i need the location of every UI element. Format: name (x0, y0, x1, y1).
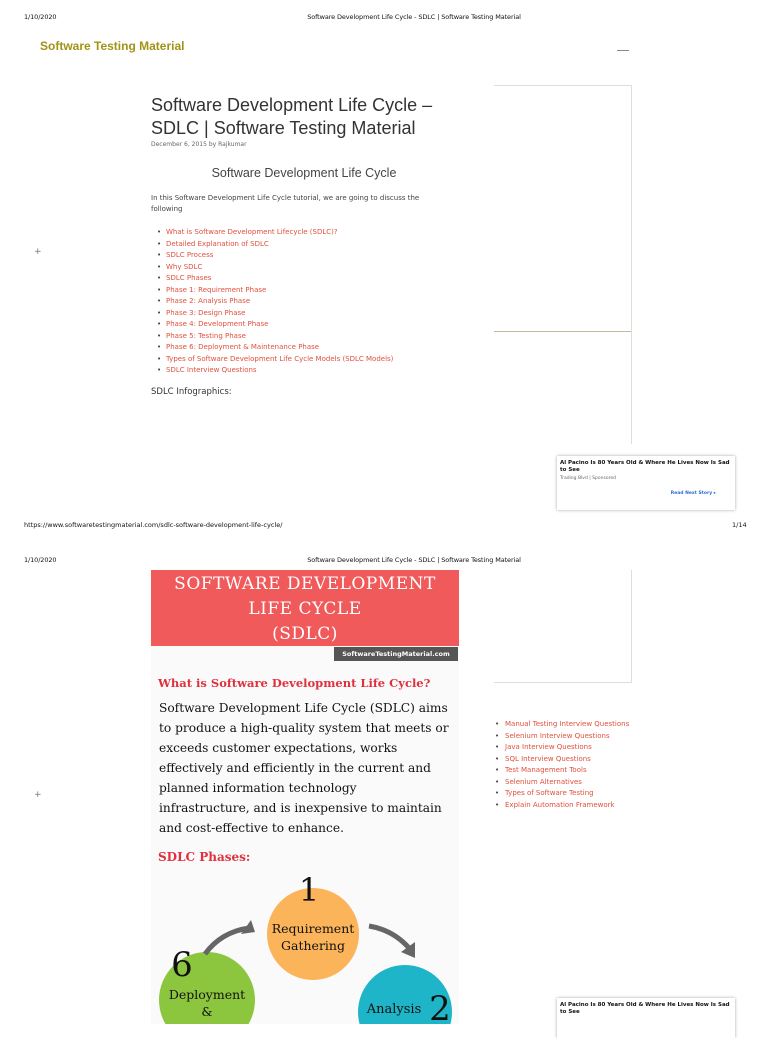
infographics-label: SDLC Infographics: (151, 387, 232, 397)
related-link[interactable]: • SQL Interview Questions (495, 754, 635, 766)
print-footer-url: https://www.softwaretestingmaterial.com/sdlc-software-development-life-cycle/ (24, 521, 283, 529)
sponsored-ad-card[interactable] (557, 998, 735, 1038)
toc-link[interactable]: • Why SDLC (166, 262, 393, 274)
article-intro: In this Software Development Life Cycle tutorial, we are going to discuss the following (151, 194, 420, 213)
toc-link[interactable]: • Phase 4: Development Phase (166, 319, 393, 331)
sidebar-ad-frame (494, 85, 632, 444)
infographic-title: SOFTWARE DEVELOPMENT LIFE CYCLE (SDLC) (174, 574, 436, 644)
toc-link[interactable]: • Detailed Explanation of SDLC (166, 239, 393, 251)
sponsored-ad-card[interactable] (557, 456, 735, 510)
toc-link[interactable]: • Phase 6: Deployment & Maintenance Phase (166, 342, 393, 354)
related-link[interactable]: • Selenium Alternatives (495, 777, 635, 789)
infographic-body: Software Development Life Cycle (SDLC) aims to produce a high-quality system that meets or exceeds customer expectations, works effectively and efficiently in the current and planned information technology infrastructure, and is inexpensive to maintain and cost-effective to enhance. (159, 701, 449, 835)
phase-6-number: 6 (171, 945, 193, 985)
print-date: 1/10/2020 (24, 556, 57, 564)
related-links-list (495, 719, 635, 811)
related-link[interactable]: • Manual Testing Interview Questions (495, 719, 635, 731)
print-page-title: Software Development Life Cycle - SDLC | Software Testing Material (307, 556, 521, 564)
phase-1-label: Gathering (281, 938, 345, 953)
phase-2-label: Analysis (366, 1002, 422, 1017)
related-link[interactable]: • Selenium Interview Questions (495, 731, 635, 743)
ad-read-next-link[interactable]: Read Next Story ▸ (670, 491, 716, 496)
related-link[interactable]: • Test Management Tools (495, 765, 635, 777)
related-link[interactable]: • Types of Software Testing (495, 788, 635, 800)
print-page-title: Software Development Life Cycle - SDLC | Software Testing Material (307, 13, 521, 21)
toc-link[interactable]: • SDLC Interview Questions (166, 365, 393, 377)
phase-1-number: 1 (298, 871, 320, 909)
infographic-phases-heading: SDLC Phases: (158, 850, 251, 864)
article-title: Software Development Life Cycle – SDLC | Software Testing Material (151, 95, 433, 138)
sidebar-ad-frame (494, 570, 632, 683)
toc-link[interactable]: • SDLC Process (166, 250, 393, 262)
toc-link[interactable]: • What is Software Development Lifecycle (SDLC)? (166, 227, 393, 239)
article-byline: December 6, 2015 by Rajkumar (151, 141, 247, 148)
phase-6-label: & (201, 1004, 213, 1019)
toc-link[interactable]: • Phase 3: Design Phase (166, 308, 393, 320)
toc-link[interactable]: • SDLC Phases (166, 273, 393, 285)
related-link[interactable]: • Java Interview Questions (495, 742, 635, 754)
plus-icon[interactable]: + (34, 247, 42, 257)
phase-1-label: Requirement (271, 921, 355, 936)
ad-headline[interactable]: Al Pacino Is 80 Years Old & Where He Lives Now Is Sad to See (560, 1002, 730, 1015)
toc-link[interactable]: • Phase 2: Analysis Phase (166, 296, 393, 308)
menu-icon[interactable] (617, 50, 629, 51)
cycle-arrow-icon (205, 928, 249, 954)
plus-icon[interactable]: + (34, 790, 42, 800)
toc-list (166, 227, 393, 377)
phase-2-number: 2 (429, 989, 451, 1024)
article-subheading: Software Development Life Cycle (211, 166, 397, 180)
print-date: 1/10/2020 (24, 13, 57, 21)
related-link[interactable]: • Explain Automation Framework (495, 800, 635, 812)
sdlc-infographic (151, 570, 459, 1024)
phase-6-label: Deployment (168, 987, 246, 1002)
site-brand-link[interactable]: Software Testing Material (40, 39, 185, 53)
infographic-site-label: SoftwareTestingMaterial.com (334, 647, 458, 661)
ad-headline[interactable]: Al Pacino Is 80 Years Old & Where He Lives Now Is Sad to See (560, 460, 730, 473)
toc-link[interactable]: • Phase 5: Testing Phase (166, 331, 393, 343)
sdlc-phase-cycle (151, 870, 459, 1024)
toc-link[interactable]: • Types of Software Development Life Cycle Models (SDLC Models) (166, 354, 393, 366)
toc-link[interactable]: • Phase 1: Requirement Phase (166, 285, 393, 297)
infographic-question: What is Software Development Life Cycle? (158, 676, 431, 690)
ad-source: Trading Blvd | Sponsored (560, 476, 616, 481)
infographic-banner (151, 570, 459, 646)
cycle-arrow-icon (369, 926, 409, 948)
print-footer-page: 1/14 (732, 521, 747, 529)
